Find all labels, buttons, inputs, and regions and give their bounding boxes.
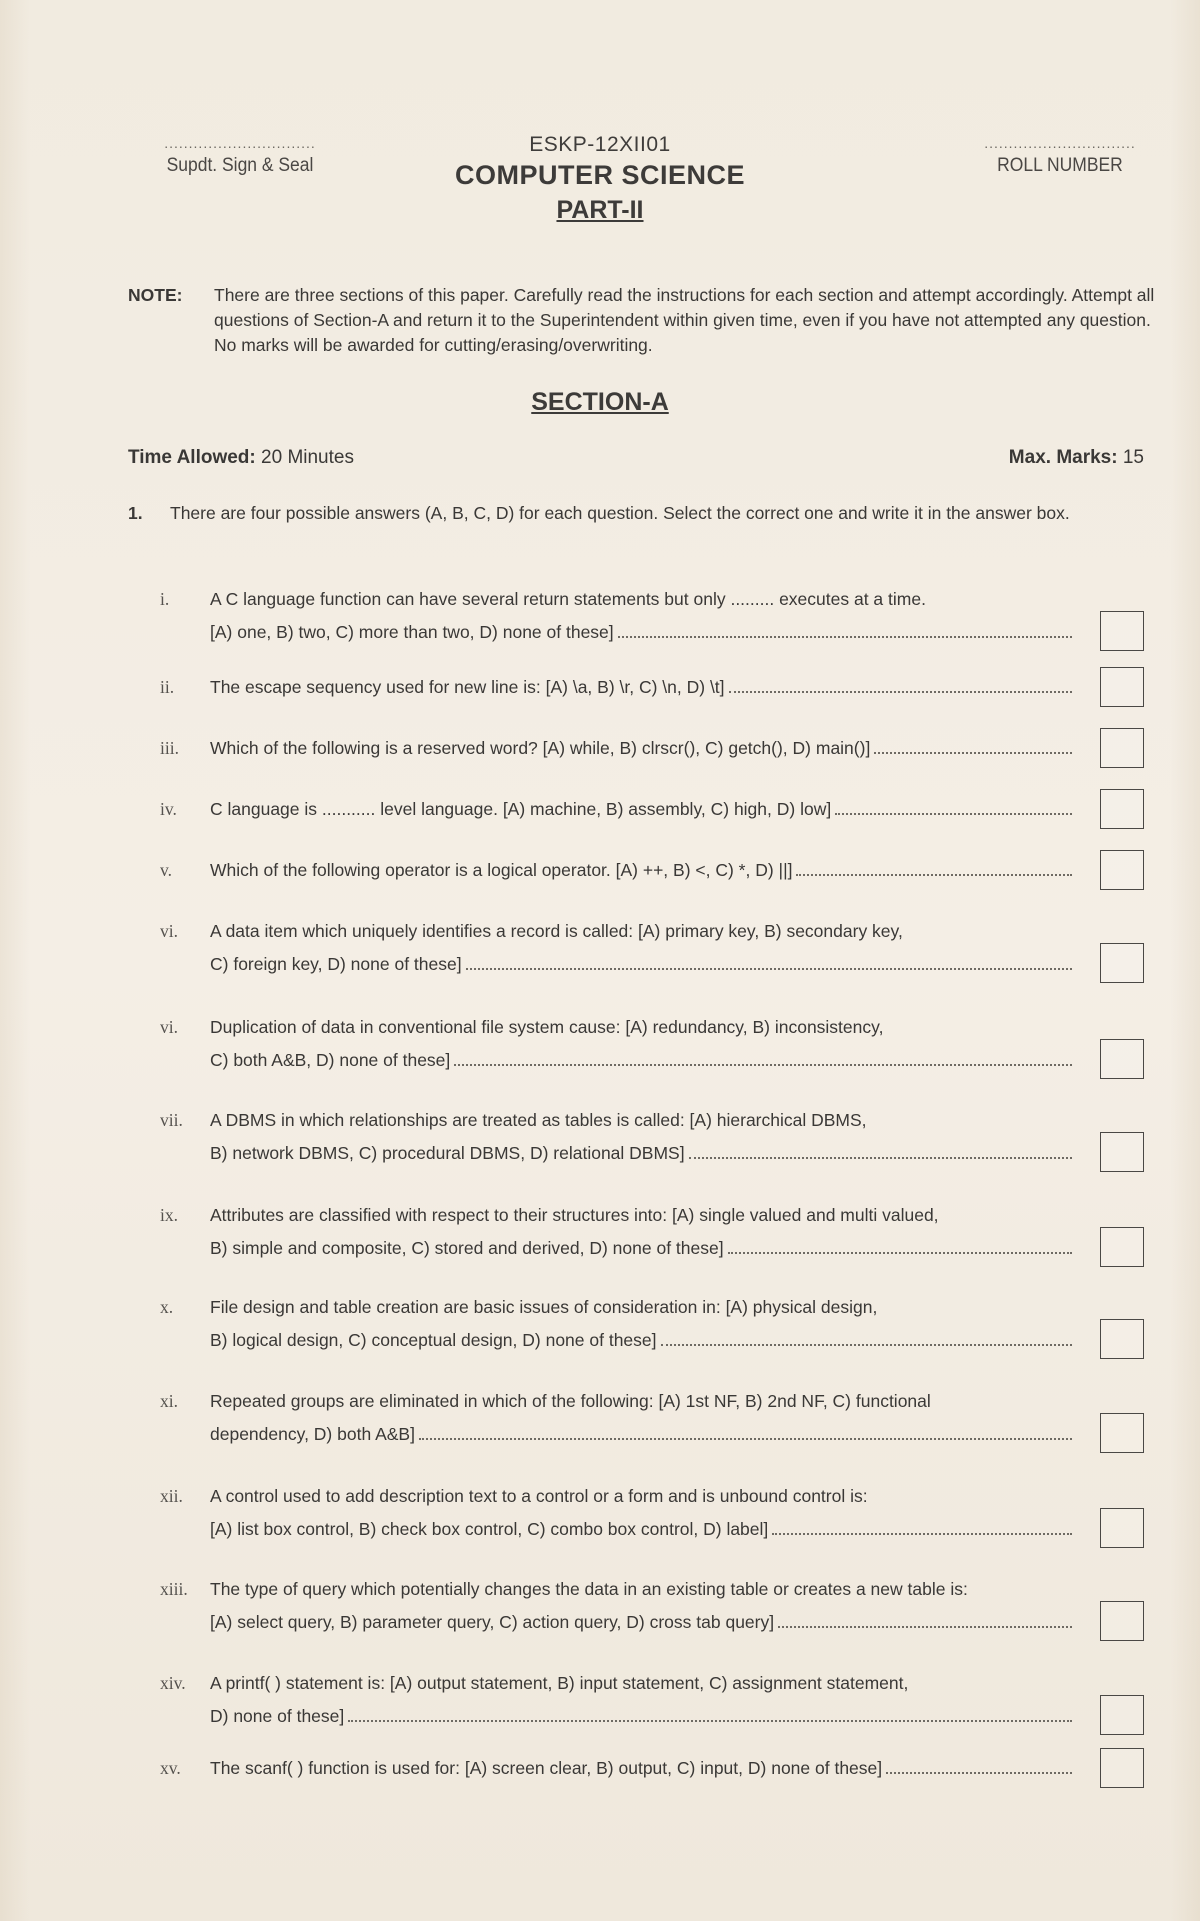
mcq-item-number: x.	[160, 1297, 174, 1317]
mcq-item-number: vi.	[160, 1017, 178, 1037]
note-block	[128, 283, 1158, 358]
signature-dots: ...............................	[164, 135, 316, 151]
mcq-item	[160, 915, 1144, 981]
mcq-item	[160, 1291, 1144, 1357]
mcq-item-number: xiv.	[160, 1673, 186, 1693]
dotted-leader	[886, 1772, 1072, 1774]
answer-box[interactable]	[1100, 789, 1144, 829]
mcq-item	[160, 1199, 1144, 1265]
dotted-leader	[348, 1720, 1072, 1722]
answer-box[interactable]	[1100, 1039, 1144, 1079]
mcq-item-text: Which of the following operator is a logical operator. [A) ++, B) <, C) *, D) ||]	[210, 860, 793, 880]
dotted-leader	[796, 874, 1072, 876]
mcq-item-text: C) foreign key, D) none of these]	[210, 954, 462, 974]
mcq-item-number: i.	[160, 589, 170, 609]
mcq-item-number: vi.	[160, 921, 178, 941]
dotted-leader	[772, 1533, 1072, 1535]
mcq-item-number: iv.	[160, 799, 177, 819]
answer-box[interactable]	[1100, 943, 1144, 983]
dotted-leader	[835, 813, 1072, 815]
mcq-item	[160, 1667, 1144, 1733]
mcq-item-number: v.	[160, 860, 172, 880]
dotted-leader	[874, 752, 1072, 754]
dotted-leader	[419, 1438, 1072, 1440]
mcq-item-number: xi.	[160, 1391, 178, 1411]
answer-box[interactable]	[1100, 1319, 1144, 1359]
question-number: 1.	[128, 503, 143, 523]
mcq-item-number: ix.	[160, 1205, 178, 1225]
answer-box[interactable]	[1100, 611, 1144, 651]
mcq-item-text: Repeated groups are eliminated in which of the following: [A) 1st NF, B) 2nd NF, C) functional	[210, 1391, 931, 1411]
mcq-item	[160, 671, 1144, 704]
dotted-leader	[618, 636, 1072, 638]
mcq-item	[160, 1385, 1144, 1451]
mcq-item-number: xiii.	[160, 1579, 188, 1599]
mcq-item-number: ii.	[160, 677, 175, 697]
dotted-leader	[466, 968, 1072, 970]
mcq-item-text: [A) one, B) two, C) more than two, D) none of these]	[210, 622, 614, 642]
answer-box[interactable]	[1100, 850, 1144, 890]
roll-number-dots: ...............................	[984, 135, 1136, 151]
mcq-item-text: A DBMS in which relationships are treated as tables is called: [A) hierarchical DBMS,	[210, 1110, 867, 1130]
answer-box[interactable]	[1100, 1227, 1144, 1267]
time-allowed	[128, 447, 354, 469]
mcq-item	[160, 854, 1144, 887]
mcq-item-text: A C language function can have several return statements but only ......... executes at a time.	[210, 589, 926, 609]
max-marks-label: Max. Marks:	[1008, 447, 1118, 468]
mcq-item	[160, 1573, 1144, 1639]
dotted-leader	[689, 1157, 1072, 1159]
part-title: PART-II	[556, 196, 644, 224]
mcq-item	[160, 1480, 1144, 1546]
mcq-item-text: Attributes are classified with respect to their structures into: [A) single valued and multi valued,	[210, 1205, 939, 1225]
dotted-leader	[778, 1626, 1072, 1628]
dotted-leader	[661, 1344, 1072, 1346]
roll-number-block	[960, 135, 1160, 177]
mcq-item-text: B) network DBMS, C) procedural DBMS, D) relational DBMS]	[210, 1143, 685, 1163]
answer-box[interactable]	[1100, 1601, 1144, 1641]
dotted-leader	[454, 1064, 1072, 1066]
subject-title: COMPUTER SCIENCE	[454, 160, 746, 190]
max-marks	[1009, 447, 1144, 469]
mcq-item	[160, 1752, 1144, 1785]
mcq-item-text: A control used to add description text to a control or a form and is unbound control is:	[210, 1486, 868, 1506]
mcq-item-text: A data item which uniquely identifies a record is called: [A) primary key, B) secondary key,	[210, 921, 903, 941]
note-text: There are three sections of this paper. Carefully read the instructions for each section and attempt accordingly. Attempt all questions of Section-A and return it to the Superintendent within given time, even if you have not attempted any question. No marks will be awarded for cutting/erasing/overwriting.	[214, 285, 1155, 355]
mcq-item-number: xv.	[160, 1758, 181, 1778]
mcq-item-text: Which of the following is a reserved word? [A) while, B) clrscr(), C) getch(), D) main()]	[210, 738, 871, 758]
answer-box[interactable]	[1100, 1508, 1144, 1548]
question-instruction	[128, 500, 1148, 526]
mcq-item-text: dependency, D) both A&B]	[210, 1424, 415, 1444]
mcq-item-text: D) none of these]	[210, 1706, 345, 1726]
mcq-item-text: B) simple and composite, C) stored and derived, D) none of these]	[210, 1238, 724, 1258]
time-allowed-label: Time Allowed:	[128, 447, 256, 468]
roll-number-label: ROLL NUMBER	[997, 155, 1123, 176]
paper-code: ESKP-12XII01	[529, 133, 671, 156]
mcq-item	[160, 793, 1144, 826]
answer-box[interactable]	[1100, 728, 1144, 768]
max-marks-value: 15	[1122, 447, 1144, 468]
mcq-item-text: B) logical design, C) conceptual design, D) none of these]	[210, 1330, 657, 1350]
question-instruction-text: There are four possible answers (A, B, C, D) for each question. Select the correct one and write it in the answer box.	[170, 503, 1070, 523]
mcq-item-text: [A) list box control, B) check box control, C) combo box control, D) label]	[210, 1519, 769, 1539]
mcq-item	[160, 1011, 1144, 1077]
mcq-item-text: [A) select query, B) parameter query, C) action query, D) cross tab query]	[210, 1612, 775, 1632]
time-allowed-value: 20 Minutes	[261, 447, 354, 468]
mcq-item-text: C) both A&B, D) none of these]	[210, 1050, 451, 1070]
answer-box[interactable]	[1100, 1413, 1144, 1453]
mcq-item-text: A printf( ) statement is: [A) output statement, B) input statement, C) assignment statement,	[210, 1673, 909, 1693]
answer-box[interactable]	[1100, 1748, 1144, 1788]
mcq-item-number: iii.	[160, 738, 179, 758]
mcq-item-text: Duplication of data in conventional file system cause: [A) redundancy, B) inconsistency,	[210, 1017, 884, 1037]
note-label: NOTE:	[128, 285, 183, 305]
section-title: SECTION-A	[531, 388, 669, 416]
dotted-leader	[728, 1252, 1072, 1254]
mcq-item-text: The scanf( ) function is used for: [A) screen clear, B) output, C) input, D) none of these]	[210, 1758, 883, 1778]
mcq-item-number: xii.	[160, 1486, 183, 1506]
mcq-item-number: vii.	[160, 1110, 183, 1130]
mcq-item	[160, 583, 1144, 649]
mcq-item-text: The escape sequency used for new line is: [A) \a, B) \r, C) \n, D) \t]	[210, 677, 725, 697]
answer-box[interactable]	[1100, 1132, 1144, 1172]
mcq-item-text: File design and table creation are basic issues of consideration in: [A) physical design,	[210, 1297, 878, 1317]
supdt-sign-label: Supdt. Sign & Seal	[166, 155, 314, 176]
answer-box[interactable]	[1100, 667, 1144, 707]
mcq-item	[160, 1104, 1144, 1170]
answer-box[interactable]	[1100, 1695, 1144, 1735]
dotted-leader	[729, 691, 1072, 693]
mcq-item	[160, 732, 1144, 765]
mcq-item-text: C language is ........... level language. [A) machine, B) assembly, C) high, D) low]	[210, 799, 832, 819]
mcq-item-text: The type of query which potentially changes the data in an existing table or creates a new table is:	[210, 1579, 968, 1599]
